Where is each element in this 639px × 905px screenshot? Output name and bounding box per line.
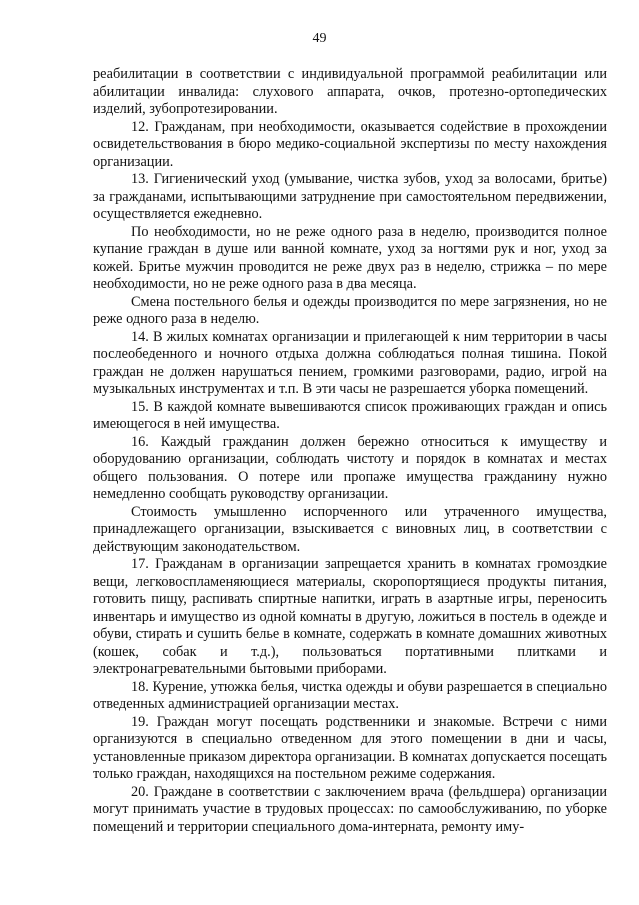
paragraph-12: 20. Граждане в соответствии с заключением врача (фельдшера) организации могут принимать участие в трудовых процессах: по самообслуживанию, по уборке помещений и территории специального дома-интерната, ремонту иму- xyxy=(93,783,607,835)
page-number: 49 xyxy=(312,31,327,46)
paragraph-5: 14. В жилых комнатах организации и прилегающей к ним территории в часы послеобеденного и ночного отдыха должна соблюдаться полная тишина. Покой граждан не должен нарушаться пением, громкими разговорами, радио, игрой на музыкальных инструментах и т.п. В эти часы не разрешается уборка помещений. xyxy=(93,328,607,397)
paragraph-7: 16. Каждый гражданин должен бережно относиться к имуществу и оборудованию организации, соблюдать чистоту и порядок в комнатах и местах общего пользования. О потере или пропаже имущества гражданину нужно немедленно сообщать руководству организации. xyxy=(93,433,607,502)
paragraph-9: 17. Гражданам в организации запрещается хранить в комнатах громоздкие вещи, легковоспламеняющиеся материалы, скоропортящиеся продукты питания, готовить пищу, распивать спиртные напитки, играть в азартные игры, переносить инвентарь и имущество из одной комнаты в другую, ложиться в постель в одежде и обуви, стирать и сушить белье в комнате, содержать в комнате домашних животных (кошек, собак и т.д.), пользоваться портативными плитками и электронагревательными бытовыми приборами. xyxy=(93,556,607,677)
paragraph-6: 15. В каждой комнате вывешиваются список проживающих граждан и опись имеющегося в ней имущества. xyxy=(93,398,607,432)
paragraph-2: 13. Гигиенический уход (умывание, чистка зубов, уход за волосами, бритье) за гражданами, испытывающими затруднение при самостоятельном передвижении, осуществляется ежедневно. xyxy=(93,171,607,222)
paragraph-3: По необходимости, но не реже одного раза в неделю, производится полное купание граждан в душе или ванной комнате, уход за ногтями рук и ног, уход за кожей. Бритье мужчин проводится не реже двух раз в неделю, стрижка – по мере необходимости, но не реже одного раза в два месяца. xyxy=(93,223,607,292)
paragraph-1: 12. Гражданам, при необходимости, оказывается содействие в прохождении освидетельствования в бюро медико-социальной экспертизы по месту нахождения организации. xyxy=(93,118,607,170)
paragraph-8: Стоимость умышленно испорченного или утраченного имущества, принадлежащего организации, взыскивается с виновных лиц, в соответствии с действующим законодательством. xyxy=(93,503,607,555)
paragraph-10: 18. Курение, утюжка белья, чистка одежды и обуви разрешается в специально отведенных администрацией организации местах. xyxy=(93,678,607,712)
document-body xyxy=(93,66,607,836)
paragraph-11: 19. Граждан могут посещать родственники и знакомые. Встречи с ними организуются в специально отведенном для этого помещении в дни и часы, установленные приказом директора организации. В комнатах допускается посещать только граждан, находящихся на постельном режиме содержания. xyxy=(93,713,607,782)
paragraph-0: реабилитации в соответствии с индивидуальной программой реабилитации или абилитации инвалида: слухового аппарата, очков, протезно-ортопедических изделий, зубопротезировании. xyxy=(93,66,607,117)
paragraph-4: Смена постельного белья и одежды производится по мере загрязнения, но не реже одного раза в неделю. xyxy=(93,293,607,327)
